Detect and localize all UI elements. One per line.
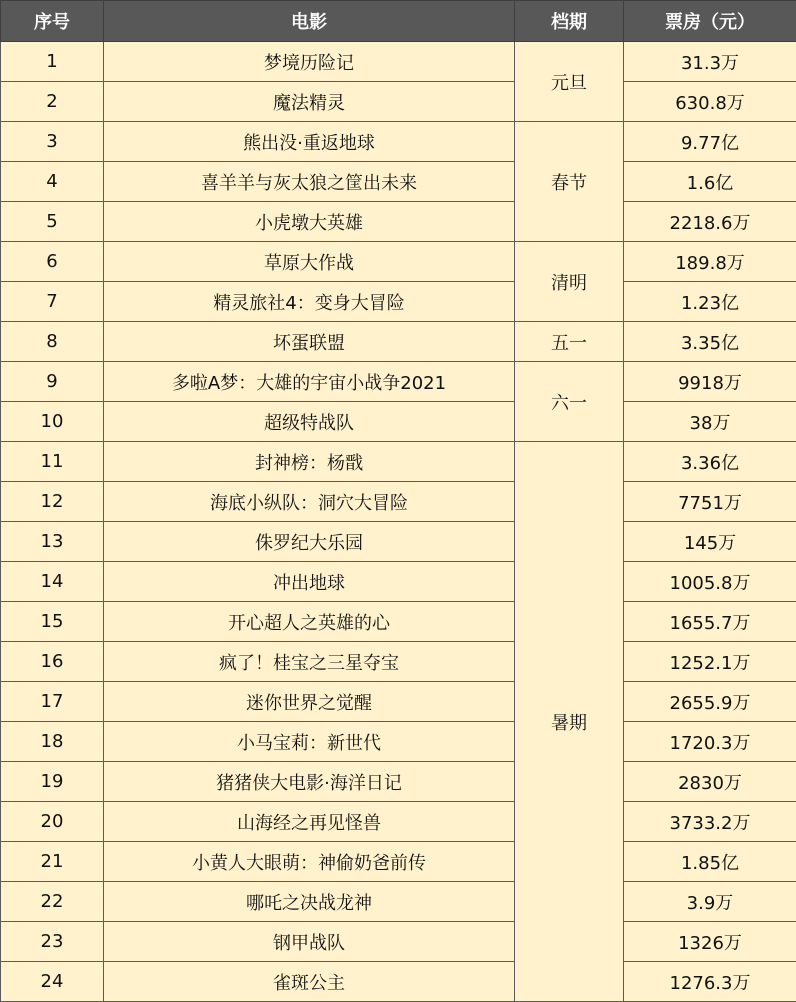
cell-box-office: 7751万 bbox=[624, 482, 796, 522]
cell-box-office: 1.6亿 bbox=[624, 162, 796, 202]
table-row bbox=[1, 82, 796, 122]
cell-index: 15 bbox=[1, 602, 104, 642]
cell-index: 23 bbox=[1, 922, 104, 962]
cell-box-office: 3.36亿 bbox=[624, 442, 796, 482]
cell-box-office: 2655.9万 bbox=[624, 682, 796, 722]
cell-film: 超级特战队 bbox=[104, 402, 515, 442]
cell-season-new-year: 元旦 bbox=[515, 42, 624, 122]
table-row bbox=[1, 122, 796, 162]
cell-box-office: 9.77亿 bbox=[624, 122, 796, 162]
cell-index: 21 bbox=[1, 842, 104, 882]
cell-index: 11 bbox=[1, 442, 104, 482]
cell-box-office: 1655.7万 bbox=[624, 602, 796, 642]
cell-index: 22 bbox=[1, 882, 104, 922]
table-row bbox=[1, 442, 796, 482]
table-header bbox=[1, 1, 796, 42]
cell-box-office: 3.9万 bbox=[624, 882, 796, 922]
cell-film: 熊出没·重返地球 bbox=[104, 122, 515, 162]
table-row bbox=[1, 162, 796, 202]
table-row bbox=[1, 682, 796, 722]
cell-season-childrens-day: 六一 bbox=[515, 362, 624, 442]
table-row bbox=[1, 362, 796, 402]
table-row bbox=[1, 482, 796, 522]
header-index: 序号 bbox=[1, 1, 104, 42]
cell-index: 10 bbox=[1, 402, 104, 442]
header-row bbox=[1, 1, 796, 42]
cell-box-office: 31.3万 bbox=[624, 42, 796, 82]
table-row bbox=[1, 522, 796, 562]
cell-film: 多啦A梦：大雄的宇宙小战争2021 bbox=[104, 362, 515, 402]
cell-index: 13 bbox=[1, 522, 104, 562]
cell-season-spring-festival: 春节 bbox=[515, 122, 624, 242]
cell-index: 19 bbox=[1, 762, 104, 802]
cell-box-office: 1.23亿 bbox=[624, 282, 796, 322]
cell-box-office: 3733.2万 bbox=[624, 802, 796, 842]
cell-film: 封神榜：杨戬 bbox=[104, 442, 515, 482]
table-row bbox=[1, 322, 796, 362]
table-row bbox=[1, 202, 796, 242]
cell-index: 2 bbox=[1, 82, 104, 122]
cell-film: 坏蛋联盟 bbox=[104, 322, 515, 362]
cell-film: 海底小纵队：洞穴大冒险 bbox=[104, 482, 515, 522]
cell-film: 钢甲战队 bbox=[104, 922, 515, 962]
cell-index: 4 bbox=[1, 162, 104, 202]
cell-film: 小黄人大眼萌：神偷奶爸前传 bbox=[104, 842, 515, 882]
cell-index: 12 bbox=[1, 482, 104, 522]
table-row bbox=[1, 42, 796, 82]
cell-season-summer: 暑期 bbox=[515, 442, 624, 1002]
table-row bbox=[1, 282, 796, 322]
table-row bbox=[1, 562, 796, 602]
header-season: 档期 bbox=[515, 1, 624, 42]
cell-film: 开心超人之英雄的心 bbox=[104, 602, 515, 642]
cell-film: 猪猪侠大电影·海洋日记 bbox=[104, 762, 515, 802]
table-row bbox=[1, 842, 796, 882]
cell-film: 小虎墩大英雄 bbox=[104, 202, 515, 242]
table-row bbox=[1, 882, 796, 922]
header-box-office: 票房（元） bbox=[624, 1, 796, 42]
cell-film: 梦境历险记 bbox=[104, 42, 515, 82]
cell-index: 9 bbox=[1, 362, 104, 402]
cell-box-office: 1252.1万 bbox=[624, 642, 796, 682]
cell-film: 山海经之再见怪兽 bbox=[104, 802, 515, 842]
cell-index: 1 bbox=[1, 42, 104, 82]
cell-box-office: 3.35亿 bbox=[624, 322, 796, 362]
cell-index: 24 bbox=[1, 962, 104, 1002]
table-row bbox=[1, 962, 796, 1002]
cell-box-office: 189.8万 bbox=[624, 242, 796, 282]
cell-box-office: 2218.6万 bbox=[624, 202, 796, 242]
table-row bbox=[1, 762, 796, 802]
cell-index: 3 bbox=[1, 122, 104, 162]
cell-film: 疯了！桂宝之三星夺宝 bbox=[104, 642, 515, 682]
cell-film: 冲出地球 bbox=[104, 562, 515, 602]
cell-box-office: 2830万 bbox=[624, 762, 796, 802]
cell-film: 侏罗纪大乐园 bbox=[104, 522, 515, 562]
cell-box-office: 1.85亿 bbox=[624, 842, 796, 882]
cell-index: 18 bbox=[1, 722, 104, 762]
cell-index: 7 bbox=[1, 282, 104, 322]
table-row bbox=[1, 642, 796, 682]
table-row bbox=[1, 602, 796, 642]
cell-film: 魔法精灵 bbox=[104, 82, 515, 122]
table-row bbox=[1, 802, 796, 842]
cell-film: 精灵旅社4：变身大冒险 bbox=[104, 282, 515, 322]
table-row bbox=[1, 922, 796, 962]
cell-film: 草原大作战 bbox=[104, 242, 515, 282]
cell-box-office: 1276.3万 bbox=[624, 962, 796, 1002]
cell-index: 16 bbox=[1, 642, 104, 682]
cell-film: 小马宝莉：新世代 bbox=[104, 722, 515, 762]
cell-film: 雀斑公主 bbox=[104, 962, 515, 1002]
cell-index: 20 bbox=[1, 802, 104, 842]
cell-index: 5 bbox=[1, 202, 104, 242]
cell-film: 迷你世界之觉醒 bbox=[104, 682, 515, 722]
cell-box-office: 9918万 bbox=[624, 362, 796, 402]
cell-box-office: 1326万 bbox=[624, 922, 796, 962]
cell-box-office: 38万 bbox=[624, 402, 796, 442]
cell-index: 6 bbox=[1, 242, 104, 282]
table-row bbox=[1, 722, 796, 762]
cell-index: 17 bbox=[1, 682, 104, 722]
header-film: 电影 bbox=[104, 1, 515, 42]
cell-season-qingming: 清明 bbox=[515, 242, 624, 322]
cell-index: 14 bbox=[1, 562, 104, 602]
cell-index: 8 bbox=[1, 322, 104, 362]
cell-season-may-day: 五一 bbox=[515, 322, 624, 362]
cell-box-office: 145万 bbox=[624, 522, 796, 562]
cell-box-office: 630.8万 bbox=[624, 82, 796, 122]
cell-box-office: 1720.3万 bbox=[624, 722, 796, 762]
cell-film: 喜羊羊与灰太狼之筐出未来 bbox=[104, 162, 515, 202]
cell-film: 哪吒之决战龙神 bbox=[104, 882, 515, 922]
table-row bbox=[1, 402, 796, 442]
table-row bbox=[1, 242, 796, 282]
table-body bbox=[1, 42, 796, 1002]
cell-box-office: 1005.8万 bbox=[624, 562, 796, 602]
